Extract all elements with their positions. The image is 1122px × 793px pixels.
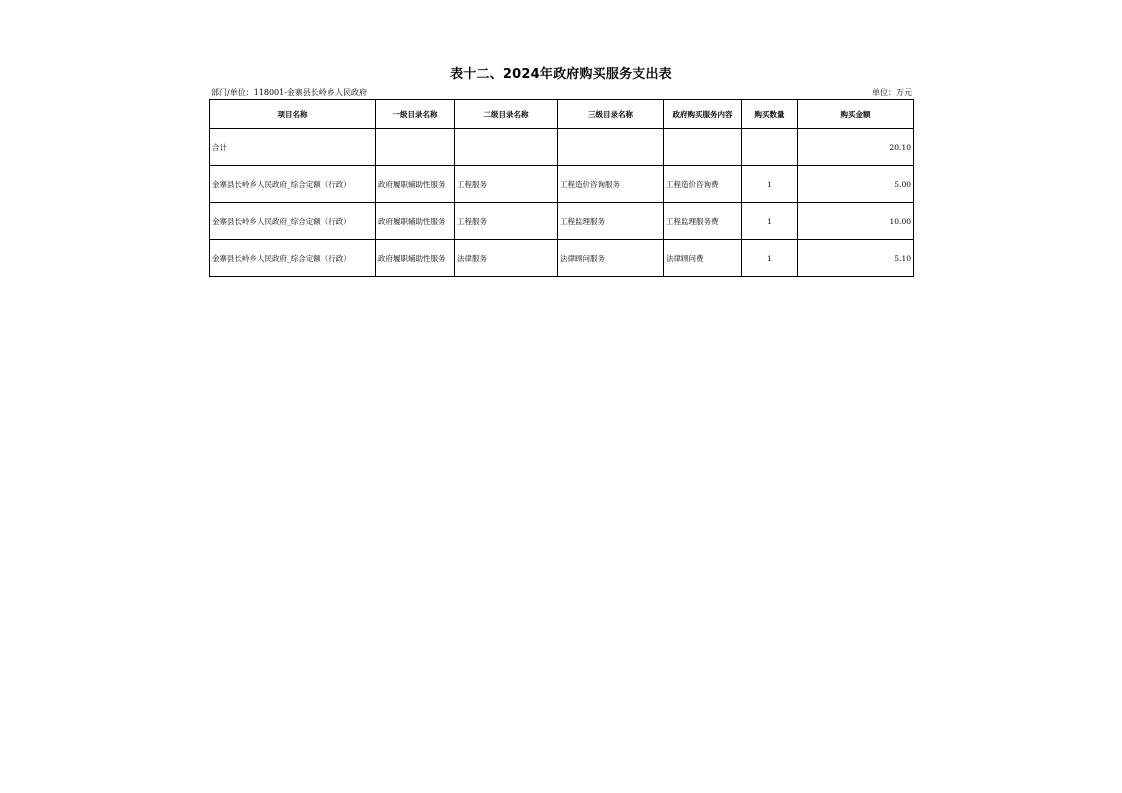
header-content: 政府购买服务内容	[664, 100, 742, 129]
cell-project: 金寨县长岭乡人民政府_综合定额（行政）	[210, 166, 376, 203]
table-row	[210, 203, 914, 240]
cell-amount: 5.00	[798, 166, 914, 203]
cell-level1: 政府履职辅助性服务	[376, 166, 455, 203]
total-quantity-cell	[742, 129, 798, 166]
header-level1: 一级目录名称	[376, 100, 455, 129]
header-quantity: 购买数量	[742, 100, 798, 129]
cell-project: 金寨县长岭乡人民政府_综合定额（行政）	[210, 240, 376, 277]
cell-content: 工程造价咨询费	[664, 166, 742, 203]
cell-quantity: 1	[742, 166, 798, 203]
cell-amount: 10.00	[798, 203, 914, 240]
cell-quantity: 1	[742, 203, 798, 240]
unit-label: 单位：万元	[872, 88, 912, 97]
table-row	[210, 166, 914, 203]
cell-amount: 5.10	[798, 240, 914, 277]
cell-content: 法律顾问费	[664, 240, 742, 277]
cell-quantity: 1	[742, 240, 798, 277]
spending-table	[209, 99, 914, 277]
header-level2: 二级目录名称	[455, 100, 558, 129]
total-label: 合计	[210, 129, 376, 166]
total-level1-cell	[376, 129, 455, 166]
header-project: 项目名称	[210, 100, 376, 129]
department-label: 部门/单位：118001-金寨县长岭乡人民政府	[211, 88, 367, 97]
cell-level2: 工程服务	[455, 203, 558, 240]
table-row	[210, 240, 914, 277]
total-level3-cell	[558, 129, 664, 166]
header-amount: 购买金额	[798, 100, 914, 129]
cell-content: 工程监理服务费	[664, 203, 742, 240]
cell-level2: 工程服务	[455, 166, 558, 203]
total-level2-cell	[455, 129, 558, 166]
cell-level2: 法律服务	[455, 240, 558, 277]
cell-level1: 政府履职辅助性服务	[376, 240, 455, 277]
cell-level3: 工程造价咨询服务	[558, 166, 664, 203]
cell-project: 金寨县长岭乡人民政府_综合定额（行政）	[210, 203, 376, 240]
cell-level3: 工程监理服务	[558, 203, 664, 240]
total-amount: 20.10	[798, 129, 914, 166]
cell-level3: 法律顾问服务	[558, 240, 664, 277]
total-content-cell	[664, 129, 742, 166]
total-row	[210, 129, 914, 166]
table-header-row	[210, 100, 914, 129]
page-title: 表十二、2024年政府购买服务支出表	[450, 67, 672, 82]
header-level3: 三级目录名称	[558, 100, 664, 129]
cell-level1: 政府履职辅助性服务	[376, 203, 455, 240]
